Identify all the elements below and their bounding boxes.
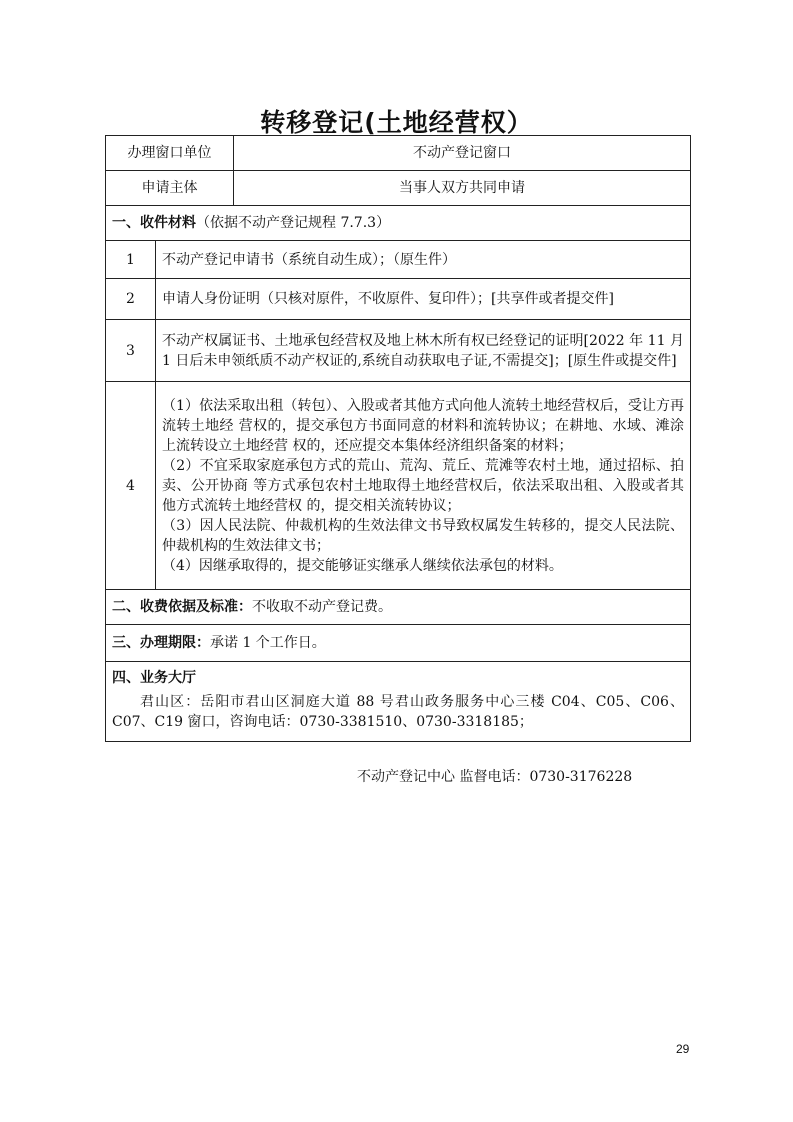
material-row — [106, 279, 691, 320]
material-text: 申请人身份证明（只核对原件，不收原件、复印件）；[共享件或者提交件] — [156, 279, 691, 320]
fees-text: 不收取不动产登记费。 — [252, 599, 392, 615]
subject-value: 当事人双方共同申请 — [234, 171, 691, 206]
subject-row — [106, 171, 691, 206]
material-text: 不动产权属证书、土地承包经营权及地上林木所有权已经登记的证明[2022 年 11 月 1 日后未申领纸质不动产权证的,系统自动获取电子证,不需提交]；[原生件或提交件] — [156, 320, 691, 382]
materials-heading-row — [106, 206, 691, 241]
material-row — [106, 320, 691, 382]
material-paragraph: （2）不宜采取家庭承包方式的荒山、荒沟、荒丘、荒滩等农村土地，通过招标、拍卖、公开协商 等方式承包农村土地取得土地经营权后，依法采取出租、入股或者其他方式流转土地经营权 的，提交相关流转协议； — [162, 457, 684, 514]
period-heading: 三、办理期限： — [112, 635, 210, 651]
materials-heading-note: （依据不动产登记规程 7.7.3） — [196, 215, 391, 231]
material-number: 4 — [106, 382, 156, 590]
document-title: 转移登记(土地经营权） — [260, 108, 533, 137]
material-number: 1 — [106, 241, 156, 279]
material-paragraph: （4）因继承取得的，提交能够证实继承人继续依法承包的材料。 — [162, 557, 563, 574]
materials-heading — [106, 206, 691, 241]
registration-form-table — [105, 135, 691, 742]
material-paragraph: （3）因人民法院、仲裁机构的生效法律文书导致权属发生转移的，提交人民法院、仲裁机构的生效法律文书； — [162, 517, 684, 554]
material-text-multi — [156, 382, 691, 590]
fees-heading: 二、收费依据及标准： — [112, 599, 252, 615]
unit-row — [106, 136, 691, 171]
hall-row — [106, 662, 691, 742]
period-row — [106, 625, 691, 662]
material-row — [106, 382, 691, 590]
material-number: 3 — [106, 320, 156, 382]
materials-heading-title: 一、收件材料 — [112, 215, 196, 231]
fees-row — [106, 590, 691, 625]
material-number: 2 — [106, 279, 156, 320]
material-text: 不动产登记申请书（系统自动生成）；（原生件） — [156, 241, 691, 279]
hall-heading: 四、业务大厅 — [112, 670, 196, 686]
hall-text: 君山区：岳阳市君山区洞庭大道 88 号君山政务服务中心三楼 C04、C05、C06、C07、C19 窗口，咨询电话：0730-3381510、0730-3318185； — [112, 694, 684, 730]
fees-cell — [106, 590, 691, 625]
period-text: 承诺 1 个工作日。 — [210, 635, 326, 651]
page-number: 29 — [676, 1042, 690, 1056]
unit-label: 办理窗口单位 — [106, 136, 234, 171]
hall-cell — [106, 662, 691, 742]
material-row — [106, 241, 691, 279]
footer-contact: 不动产登记中心 监督电话：0730-3176228 — [357, 769, 633, 785]
subject-label: 申请主体 — [106, 171, 234, 206]
material-paragraph: （1）依法采取出租（转包）、入股或者其他方式向他人流转土地经营权后，受让方再流转土地经 营权的，提交承包方书面同意的材料和流转协议；在耕地、水域、滩涂上流转设立土地经营 权的，还应提交本集体经济组织备案的材料； — [162, 397, 684, 454]
period-cell — [106, 625, 691, 662]
unit-value: 不动产登记窗口 — [234, 136, 691, 171]
